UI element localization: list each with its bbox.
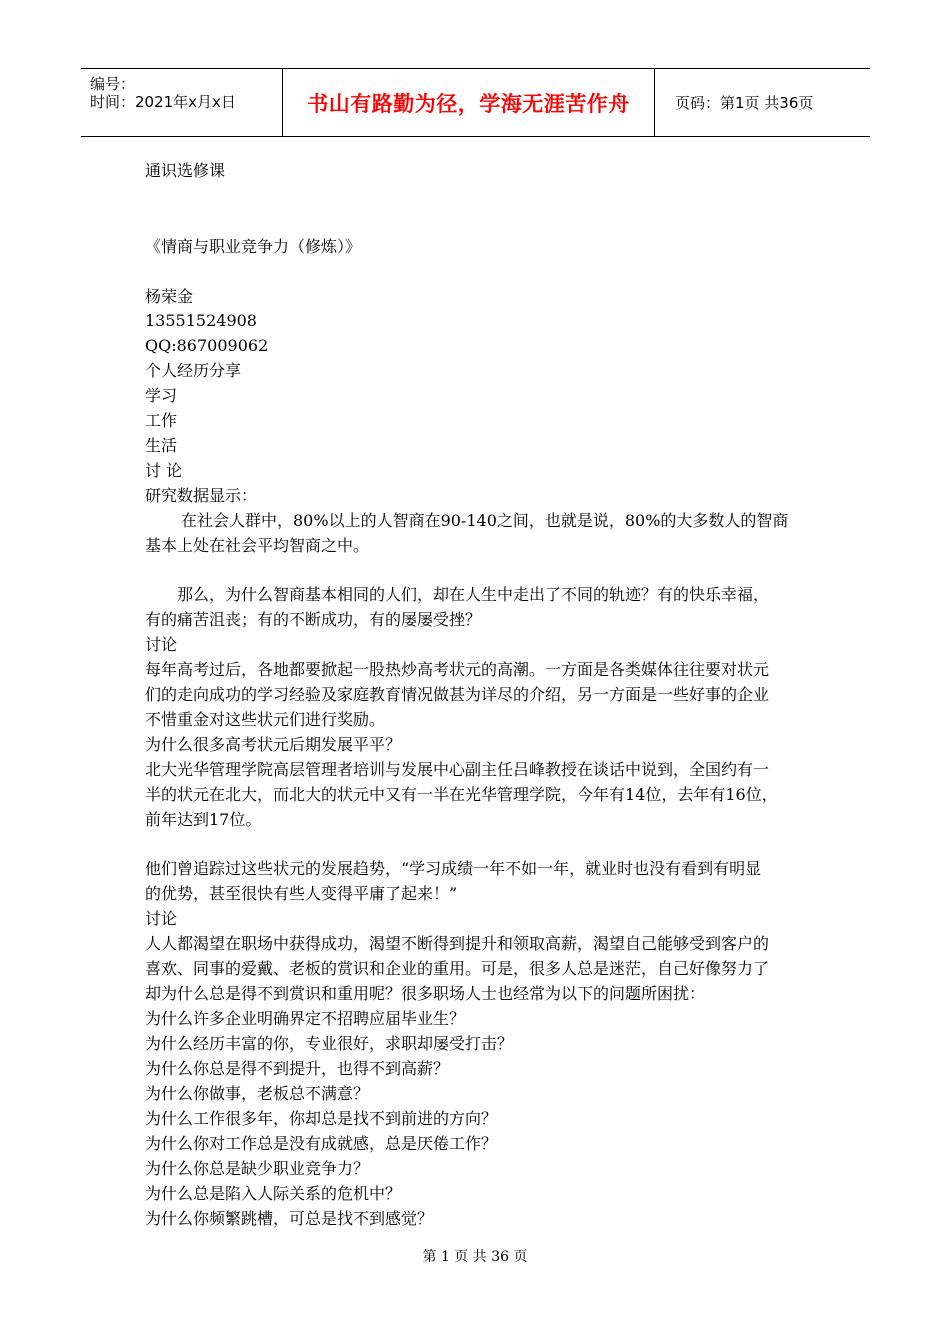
text-line: 个人经历分享: [145, 361, 242, 380]
paragraph-line: 基本上处在社会平均智商之中。: [145, 536, 370, 555]
page-info: [665, 69, 870, 136]
page-info-text: 页码：第1页 共36页: [675, 94, 814, 112]
question-line: 为什么你对工作总是没有成就感，总是厌倦工作？: [145, 1134, 498, 1153]
question-line: 为什么总是陷入人际关系的危机中？: [145, 1184, 402, 1203]
code-label: 编号：: [90, 75, 136, 93]
question-line: 为什么你做事，老板总不满意？: [145, 1084, 370, 1103]
paragraph-line: 不惜重金对这些状元们进行奖励。: [145, 710, 386, 729]
text-line: 学习: [145, 386, 178, 405]
author-qq: QQ:867009062: [145, 336, 269, 355]
text-line: 讨 论: [145, 461, 183, 480]
paragraph-line: 们的走向成功的学习经验及家庭教育情况做甚为详尽的介绍，另一方面是一些好事的企业: [145, 685, 770, 704]
motto: 书山有路勤为径，学海无涯苦作舟: [283, 69, 655, 136]
paragraph-line: 人人都渴望在职场中获得成功，渴望不断得到提升和领取高薪，渴望自己能够受到客户的: [145, 934, 770, 953]
text-line: 生活: [145, 436, 178, 455]
paragraph-line: 他们曾追踪过这些状元的发展趋势，“学习成绩一年不如一年，就业时也没有看到有明显: [145, 859, 762, 878]
question-line: 为什么你总是缺少职业竞争力？: [145, 1159, 370, 1178]
paragraph-line: 在社会人群中，80%以上的人智商在90-140之间，也就是说，80%的大多数人的智商: [181, 511, 789, 530]
paragraph-line: 喜欢、同事的爱戴、老板的赏识和企业的重用。可是，很多人总是迷茫，自己好像努力了: [145, 959, 770, 978]
question-line: 为什么你总是得不到提升，也得不到高薪？: [145, 1059, 450, 1078]
date-label: 时间：2021年x月x日: [90, 93, 236, 111]
course-type: 通识选修课: [145, 161, 226, 180]
author-name: 杨荣金: [145, 287, 194, 306]
page-footer: 第 1 页 共 36 页: [422, 1249, 528, 1265]
course-title: 《情商与职业竞争力（修炼）》: [145, 237, 362, 256]
paragraph-line: 却为什么总是得不到赏识和重用呢？很多职场人士也经常为以下的问题所困扰：: [145, 984, 706, 1003]
paragraph-line: 每年高考过后，各地都要掀起一股热炒高考状元的高潮。一方面是各类媒体往往要对状元: [145, 660, 770, 679]
question-line: 为什么工作很多年，你却总是找不到前进的方向？: [145, 1109, 498, 1128]
author-phone: 13551524908: [145, 311, 257, 330]
header-meta-cell: [81, 69, 283, 136]
text-line: 研究数据显示：: [145, 486, 258, 505]
paragraph-line: 半的状元在北大，而北大的状元中又有一半在光华管理学院，今年有14位，去年有16位，: [145, 785, 778, 804]
paragraph-line: 北大光华管理学院高层管理者培训与发展中心副主任吕峰教授在谈话中说到，全国约有一: [145, 760, 770, 779]
paragraph-line: 的优势，甚至很快有些人变得平庸了起来！”: [145, 884, 458, 903]
text-line: 讨论: [145, 635, 178, 654]
text-line: 工作: [145, 411, 178, 430]
paragraph-line: 那么，为什么智商基本相同的人们，却在人生中走出了不同的轨迹？有的快乐幸福，: [177, 585, 770, 604]
text-line: 讨论: [145, 909, 178, 928]
paragraph-line: 有的痛苦沮丧；有的不断成功，有的屡屡受挫？: [145, 610, 482, 629]
question-line: 为什么经历丰富的你，专业很好，求职却屡受打击？: [145, 1034, 514, 1053]
question-line: 为什么许多企业明确界定不招聘应届毕业生？: [145, 1009, 466, 1028]
header-table: [81, 68, 870, 137]
paragraph-line: 前年达到17位。: [145, 810, 262, 829]
question-line: 为什么很多高考状元后期发展平平？: [145, 735, 402, 754]
question-line: 为什么你频繁跳槽，可总是找不到感觉？: [145, 1209, 434, 1228]
